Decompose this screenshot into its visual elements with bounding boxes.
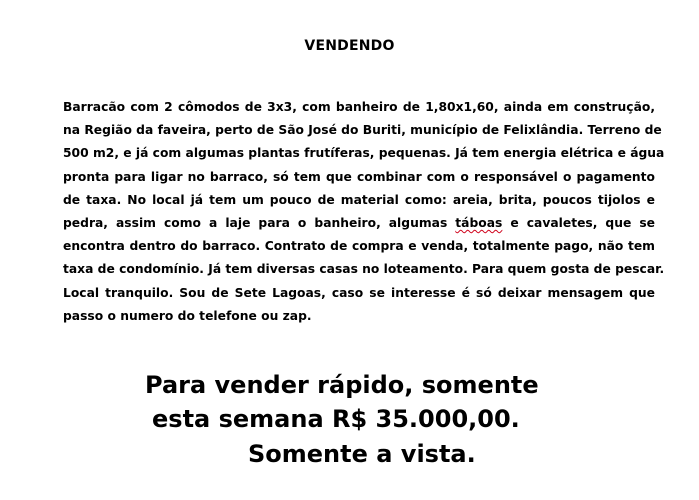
spellcheck-flagged-word: táboas	[455, 216, 503, 231]
body-line: pronta para ligar no barraco, só tem que combinar com o responsável o pagamento	[63, 169, 655, 184]
body-line: 500 m2, e já com algumas plantas frutíferas, pequenas. Já tem energia elétrica e água	[63, 146, 665, 161]
body-line: na Região da faveira, perto de São José do Buriti, município de Felixlândia. Terreno de	[63, 123, 662, 138]
body-line: Local tranquilo. Sou de Sete Lagoas, caso se interesse é só deixar mensagem que	[63, 285, 655, 300]
promo-line-price: esta semana R$ 35.000,00.	[152, 405, 520, 433]
body-line: Barracão com 2 cômodos de 3x3, com banheiro de 1,80x1,60, ainda em construção,	[63, 100, 655, 114]
body-line: encontra dentro do barraco. Contrato de compra e venda, totalmente pago, não tem	[63, 239, 655, 254]
body-line	[63, 212, 655, 235]
document-title: VENDENDO	[304, 38, 395, 54]
body-line: de taxa. No local já tem um pouco de material como: areia, brita, poucos tijolos e	[63, 192, 655, 207]
body-line-part: e cavaletes, que se	[502, 216, 656, 231]
body-line: taxa de condomínio. Já tem diversas casas no loteamento. Para quem gosta de pescar.	[63, 262, 665, 277]
promo-line-payment: Somente a vista.	[248, 440, 476, 468]
ad-body-text	[63, 96, 665, 328]
body-line: passo o numero do telefone ou zap.	[63, 308, 312, 323]
body-line-part: pedra, assim como a laje para o banheiro, algumas	[63, 216, 456, 231]
promo-line-sale: Para vender rápido, somente	[145, 371, 539, 399]
